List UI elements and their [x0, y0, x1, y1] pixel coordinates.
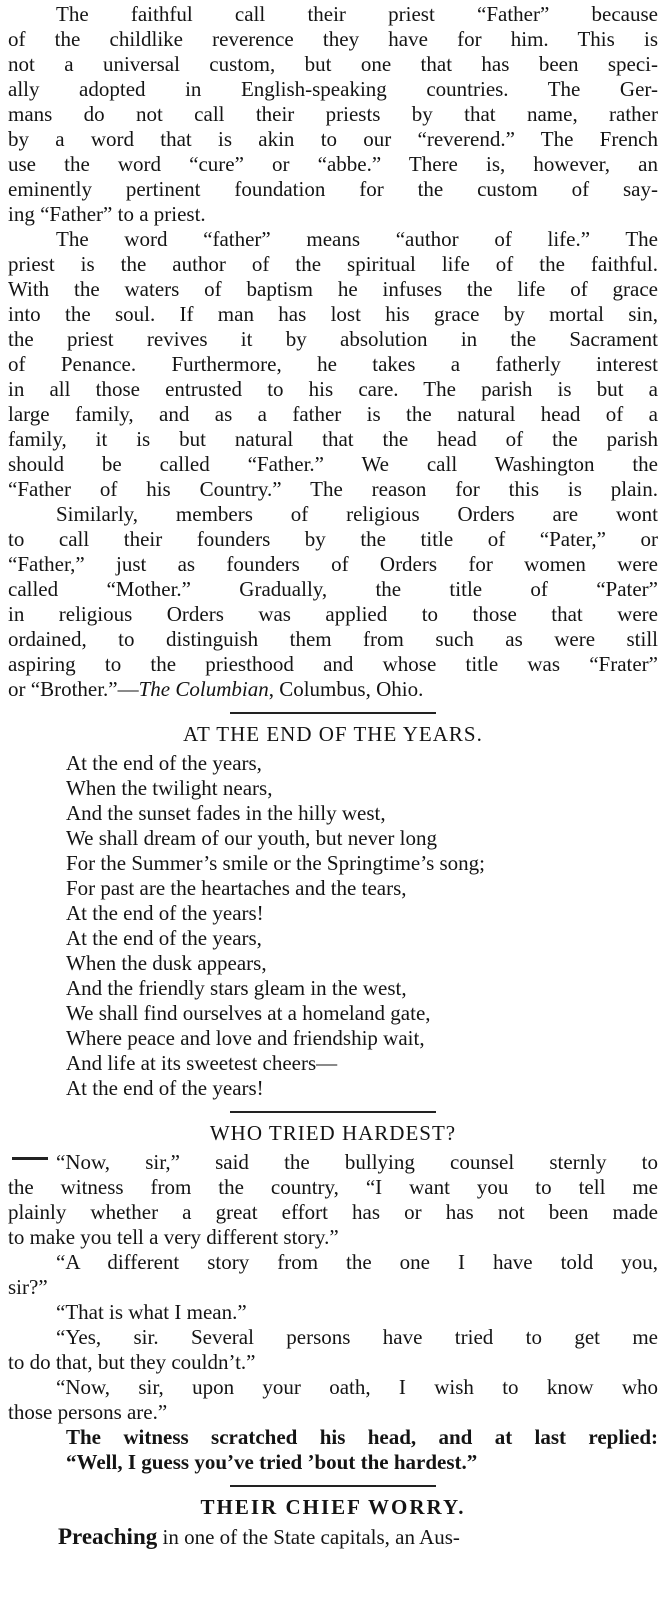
text-line: in all those entrusted to his care. The parish is but a — [8, 377, 658, 401]
text-line: sir?” — [8, 1275, 48, 1299]
lead-line-rest: in one of the State capitals, an Aus- — [157, 1525, 460, 1549]
text-line: to do that, but they couldn’t.” — [8, 1350, 256, 1374]
paragraph — [8, 1325, 658, 1375]
text-line: family, it is but natural that the head of the parish — [8, 427, 658, 451]
poem-line: And the friendly stars gleam in the west, — [66, 976, 407, 1000]
paragraph — [8, 227, 658, 502]
text-line: not a universal custom, but one that has been speci- — [8, 52, 658, 76]
source-line-start: or “Brother.”— — [8, 677, 139, 701]
text-line: “Now, sir,” said the bullying counsel sternly to — [56, 1150, 658, 1174]
lead-word: Preaching — [58, 1524, 158, 1549]
text-line: Similarly, members of religious Orders are wont — [56, 502, 658, 526]
divider-rule — [230, 1485, 436, 1487]
poem-line: And life at its sweetest cheers— — [66, 1051, 338, 1075]
text-line: those persons are.” — [8, 1400, 168, 1424]
text-line: should be called “Father.” We call Washington the — [8, 452, 658, 476]
text-line: “That is what I mean.” — [56, 1300, 247, 1324]
poem-line: We shall find ourselves at a homeland gate, — [66, 1001, 431, 1025]
divider-rule — [230, 1111, 436, 1113]
text-line: “Father of his Country.” The reason for this is plain. — [8, 477, 658, 501]
paragraph — [8, 1300, 658, 1325]
poem-line: When the twilight nears, — [66, 776, 273, 800]
poem-line: We shall dream of our youth, but never long — [66, 826, 437, 850]
text-line: priest is the author of the spiritual life of the faithful. — [8, 252, 658, 276]
text-line: called “Mother.” Gradually, the title of “Pater” — [8, 577, 658, 601]
poem-line: At the end of the years, — [66, 751, 262, 775]
poem-line: When the dusk appears, — [66, 951, 267, 975]
source-publication: The Columbian — [138, 677, 269, 701]
text-line: in religious Orders was applied to those that were — [8, 602, 658, 626]
text-line: large family, and as a father is the natural head of a — [8, 402, 658, 426]
story-title: WHO TRIED HARDEST? — [209, 1121, 457, 1145]
text-line: aspiring to the priesthood and whose title was “Frater” — [8, 652, 658, 676]
article-title: THEIR CHIEF WORRY. — [200, 1495, 466, 1519]
text-line: The witness scratched his head, and at last replied: — [66, 1425, 658, 1449]
poem-line: At the end of the years, — [66, 926, 262, 950]
poem-line: And the sunset fades in the hilly west, — [66, 801, 386, 825]
text-line: “Well, I guess you’ve tried ’bout the hardest.” — [66, 1450, 478, 1474]
dash-mark — [12, 1157, 48, 1160]
text-line: “Yes, sir. Several persons have tried to get me — [56, 1325, 658, 1349]
article-who-tried-hardest — [8, 1121, 658, 1475]
poem-line: At the end of the years! — [66, 901, 264, 925]
text-line: The faithful call their priest “Father” because — [56, 2, 658, 26]
poem-line: For the Summer’s smile or the Springtime’s song; — [66, 851, 486, 875]
paragraph — [8, 1150, 658, 1250]
paragraph — [8, 1425, 658, 1475]
paragraph — [8, 1375, 658, 1425]
poem-line: For past are the heartaches and the tears, — [66, 876, 407, 900]
text-line: into the soul. If man has lost his grace by mortal sin, — [8, 302, 658, 326]
text-line: the witness from the country, “I want you to tell me — [8, 1175, 658, 1199]
text-line: of Penance. Furthermore, he takes a fatherly interest — [8, 352, 658, 376]
divider-rule — [230, 712, 436, 714]
text-line: by a word that is akin to our “reverend.” The French — [8, 127, 658, 151]
text-line: With the waters of baptism he infuses the life of grace — [8, 277, 658, 301]
paragraph — [8, 502, 658, 702]
text-line: ing “Father” to a priest. — [8, 202, 206, 226]
text-line — [58, 1524, 658, 1550]
text-line: “Father,” just as founders of Orders for women were — [8, 552, 658, 576]
paragraph — [8, 2, 658, 227]
text-line: ordained, to distinguish them from such as were still — [8, 627, 658, 651]
text-line: use the word “cure” or “abbe.” There is, however, an — [8, 152, 658, 176]
article-father-title — [8, 2, 658, 702]
text-line: the priest revives it by absolution in the Sacrament — [8, 327, 658, 351]
text-line: plainly whether a great effort has or has not been made — [8, 1200, 658, 1224]
text-line: to call their founders by the title of “Pater,” or — [8, 527, 658, 551]
poem-line: At the end of the years! — [66, 1076, 264, 1100]
article-poem — [8, 722, 658, 1101]
text-line: “Now, sir, upon your oath, I wish to know who — [56, 1375, 658, 1399]
source-line — [8, 677, 658, 702]
text-line: eminently pertinent foundation for the custom of say- — [8, 177, 658, 201]
paragraph — [8, 1524, 658, 1550]
text-line: of the childlike reverence they have for him. This is — [8, 27, 658, 51]
paragraph — [8, 1250, 658, 1300]
source-place: , Columbus, Ohio. — [268, 677, 424, 701]
poem-body — [66, 751, 658, 1101]
text-line: ally adopted in English-speaking countries. The Ger- — [8, 77, 658, 101]
text-line: The word “father” means “author of life.” The — [56, 227, 658, 251]
article-their-chief-worry — [8, 1495, 658, 1550]
text-line: “A different story from the one I have told you, — [56, 1250, 658, 1274]
text-line: mans do not call their priests by that name, rather — [8, 102, 658, 126]
poem-title: AT THE END OF THE YEARS. — [183, 722, 483, 746]
text-line: to make you tell a very different story.” — [8, 1225, 339, 1249]
poem-line: Where peace and love and friendship wait, — [66, 1026, 425, 1050]
